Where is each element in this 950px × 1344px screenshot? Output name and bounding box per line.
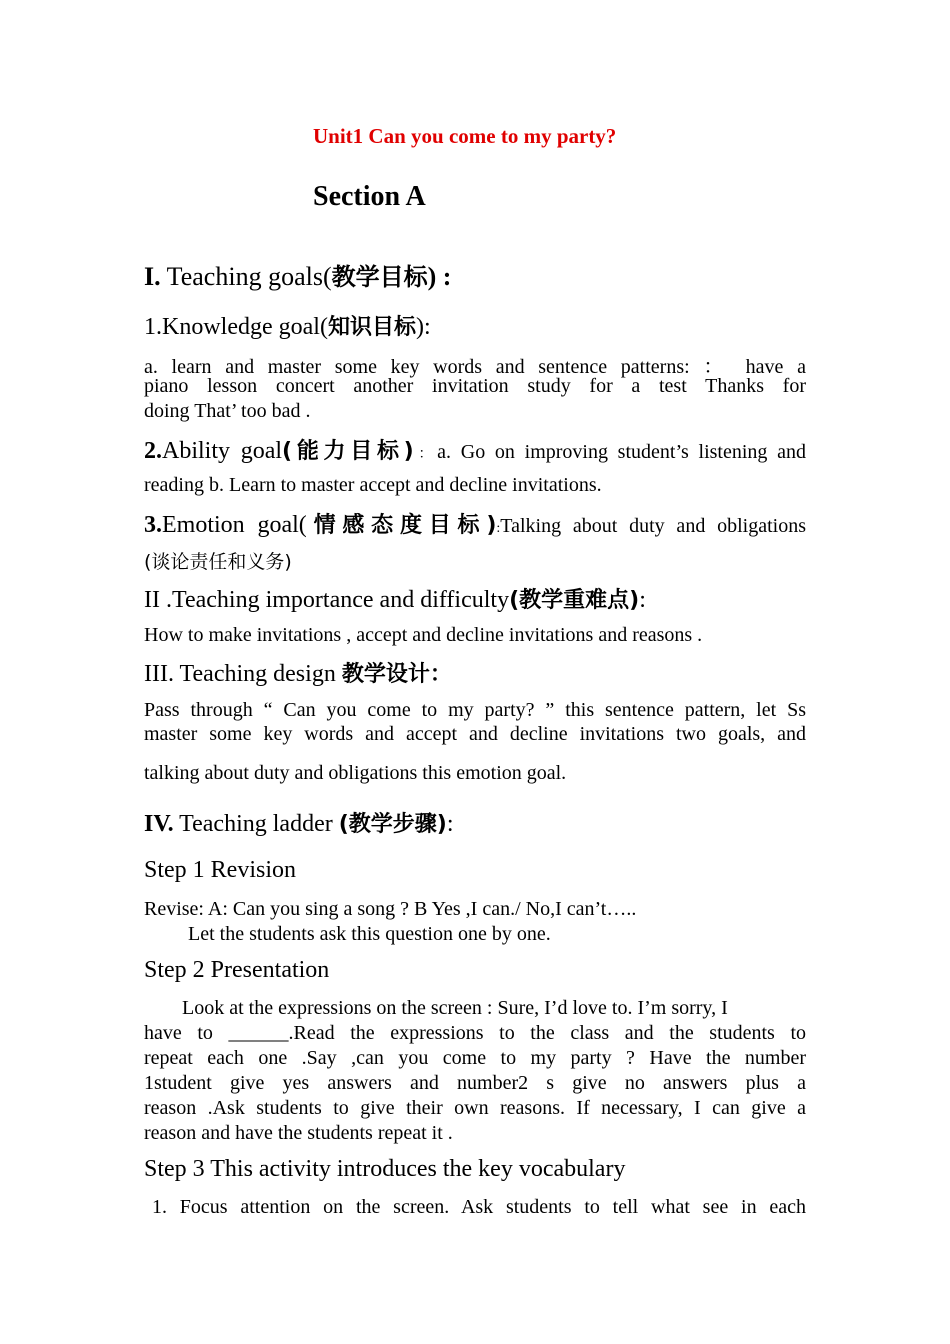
emotion-goal-line: (谈论责任和义务)	[144, 551, 292, 573]
step1-heading: Step 1 Revision	[144, 857, 297, 883]
step1-line: Let the students ask this question one by one.	[188, 923, 551, 945]
step3-line: 1. Focus attention on the screen. Ask students to tell what see in each	[152, 1196, 806, 1218]
step2-heading: Step 2 Presentation	[144, 957, 330, 983]
ability-goal-line: reading b. Learn to master accept and decline invitations.	[144, 474, 602, 496]
emotion-goal-line: 3.Emotion goal(情感态度目标):Talking about duty and obligations	[144, 512, 806, 538]
step2-line: reason and have the students repeat it .	[144, 1122, 453, 1144]
knowledge-goal-line: a. learn and master some key words and sentence patterns: ： have a	[144, 356, 806, 378]
teaching-goals-heading: I. Teaching goals(教学目标) :	[144, 262, 452, 291]
step2-line: repeat each one .Say ,can you come to my party ? Have the number	[144, 1047, 806, 1069]
step2-line: Look at the expressions on the screen : Sure, I’d love to. I’m sorry, I	[182, 997, 728, 1019]
design-line: Pass through “ Can you come to my party? ” this sentence pattern, let Ss	[144, 699, 806, 721]
step2-line: 1student give yes answers and number2 s give no answers plus a	[144, 1072, 806, 1094]
step2-line: reason .Ask students to give their own reasons. If necessary, I can give a	[144, 1097, 806, 1119]
knowledge-goal-line: piano lesson concert another invitation study for a test Thanks for	[144, 375, 806, 397]
design-line: master some key words and accept and decline invitations two goals, and	[144, 723, 806, 745]
step2-line: have to ______.Read the expressions to the class and the students to	[144, 1022, 806, 1044]
ability-goal-line: 2.Ability goal(能力目标)：a. Go on improving student’s listening and	[144, 438, 806, 464]
document-title: Unit1 Can you come to my party?	[313, 124, 617, 148]
design-heading: III. Teaching design 教学设计：	[144, 661, 452, 687]
section-heading: Section A	[313, 181, 426, 212]
knowledge-goal-line: doing That’ too bad .	[144, 400, 311, 422]
ladder-heading: IV. Teaching ladder (教学步骤):	[144, 811, 454, 837]
design-line: talking about duty and obligations this emotion goal.	[144, 762, 567, 784]
step1-line: Revise: A: Can you sing a song ? B Yes ,I can./ No,I can’t…..	[144, 898, 637, 920]
importance-line: How to make invitations , accept and decline invitations and reasons .	[144, 624, 703, 646]
importance-heading: II .Teaching importance and difficulty(教学重难点):	[144, 587, 646, 613]
step3-heading: Step 3 This activity introduces the key vocabulary	[144, 1156, 626, 1182]
knowledge-goal-heading: 1.Knowledge goal(知识目标):	[144, 314, 431, 340]
